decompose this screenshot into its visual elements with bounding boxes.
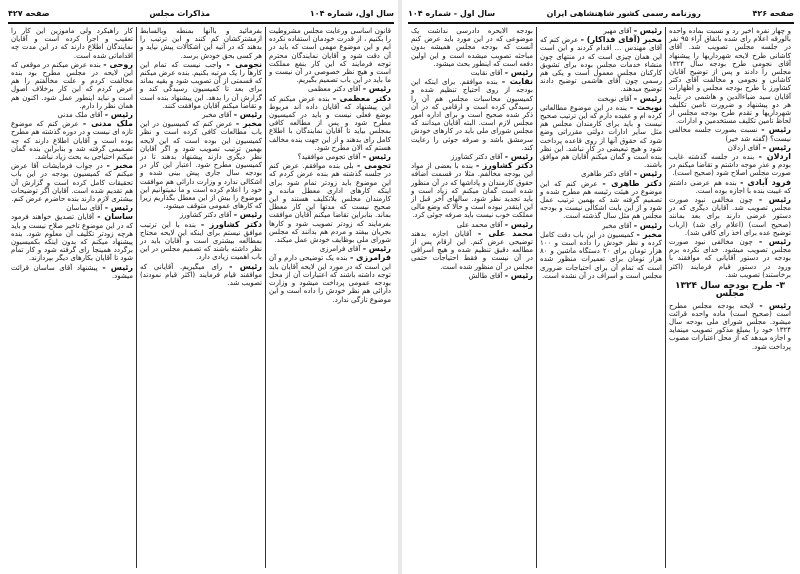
paragraph-text: بفرمائید و باآنها بمنطه وبالسابط ازمشترکشان کم کنند و این ترتیب را بدهند که در آتیه این اشکالات پیش نیاید و هر کسی بحق خودش برسد. — [140, 27, 262, 60]
paragraph — [11, 61, 133, 110]
paragraph — [669, 302, 791, 351]
paragraph — [540, 180, 662, 221]
paragraph-text: آقای دکتر کشاورز — [450, 153, 503, 162]
paragraph — [540, 27, 662, 35]
paragraph-text: در جواب فرمایشات آقا عرض میکنم که کمیسیون بودجه در این باب تحقیقات کامل کرده است و گزارش آن هم تقدیم شده است. آقایان اگر توضیحات بیشتری لازم دارند بنده حاضرم عرض کنم. — [11, 162, 133, 204]
paragraph — [411, 272, 533, 280]
paragraph-text: عرض کنم که کمیسیون در این باب مطالعات کافی کرده است و نظر کمیسیون این بوده است که این لایحه بهمین ترتیب تصویب شود و اگر آقایان نظر دیگری دارند پیشنهاد بدهند تا در کمیسیون مطرح شود. اعتبار این کار در بودجه سال جاری پیش بینی شده و اشکالی ندارد و وزارت دارائی هم موافقت خود را اعلام کرده است و ما نمیتوانیم این موضوع را بیش از این معطل بگذاریم زیرا که کارهای عمومی متوقف میشود. — [140, 120, 262, 211]
paragraph — [411, 162, 533, 219]
speaker-name: روحی - — [103, 59, 133, 69]
paragraph-text: آقای مهیر — [603, 27, 632, 35]
paragraph-text: بنده موافقم. برای اینکه این بودجه از روی احتیاج تنظیم شده و کمیسیون محاسبات مجلس هم آن را رسیدگی کرده است و ارقامی که در آن ذکر شده صحیح است و برای اداره امور مجلس لازم است. البته آقایان میدانند که مجلس شورای ملی باید در کارهای خودش سرمشق باشد و صرفه جوئی را رعایت کند. — [411, 78, 533, 152]
page-header — [408, 6, 794, 20]
speaker-name: دکتر طاهری - — [602, 178, 662, 188]
speaker-name: رئیس - — [102, 262, 133, 272]
speaker-name: رئیس - — [633, 93, 662, 103]
paragraph-text: و چهار نفره اخیر رد و نسبت بماده واحده بالورقه اعلام رای شده باتفاق آراء ۹۵ نفر در جلسه مجلس تصویب شد. آقای کاشانی طرح لایحه شهرداریها را پیشنهاد آقای نجومی طرح بودجه سال ۱۳۲۴ مجلس را دادند و پس از توضیح آقایان کاشانی و نجومی و مخالفت آقای دکتر کشاورز با طرح بودجه مجلس و اظهارات آقایان سید ضیاءالدین و هاشمی در تایید هر دو پیشنهاد و ضرورت تامین تکلیف شهرداریها و تقدم طرح بودجه مجلس از لحاظ تامین تکلیف مستخدمین و ادارات. — [669, 27, 792, 126]
speaker-name: رئیس - — [633, 27, 662, 35]
paragraph-text: آقای دکتر معظمی — [307, 85, 361, 94]
paragraph-text: عرض کنم که این موضوع در هیئت رئیسه هم مطرح شده و تصمیم گرفته شد که بهمین ترتیب عمل شود و از این بابت اشکالی نیست و بودجه مجلس هم مثل سال گذشته است. — [540, 179, 662, 221]
speaker-name: رئیس - — [504, 68, 533, 78]
paragraph-text: پیشنهاد آقای ساسان قرائت میشود. — [11, 263, 133, 280]
text-column — [8, 27, 136, 568]
speaker-name: رئیس - — [762, 142, 791, 152]
speaker-name: اردلان - — [758, 152, 792, 162]
speaker-name: نجومی - — [226, 59, 263, 69]
paragraph-text: چون مخالفی نبود صورت مجلس تصویب شد. آقایان دیگری که در دستور عرضی دارند برای بعد بمانند (صحیح است) (اعلام رای شد) (ارباب توضیح عده برای اخذ رای کافی شد). — [669, 196, 791, 237]
page-right — [402, 0, 800, 574]
paragraph-text: آقای اردلان — [727, 143, 761, 152]
text-columns — [8, 27, 394, 568]
paragraph-text: آقای ملک مدنی — [57, 111, 103, 120]
paragraph — [140, 211, 262, 219]
speaker-name: فرود آبادی - — [740, 177, 791, 187]
paragraph-text: بنده با بعضی از مواد این بودجه مخالفم. مثلا در قسمت اضافه حقوق کارمندان و پاداشها که در آن منظور شده است گمان میکنم که زیاد است و باید تجدید نظر شود. سالهای آخر قبل از این اینقدر نبوده است و حالا که وضع مالی مملکت خوب نیست باید صرفه جوئی کرد. — [411, 162, 533, 220]
paragraph-text: واجب نیست که تمام این کارها را یک مرتبه بکنیم. بنده عرض میکنم که قسمتی از آن تصویب شود و بقیه بماند برای بعد تا کمیسیون رسیدگی کند و گزارش آن را بدهد. این پیشنهاد بنده است و تقاضا میکنم آقایان موافقت کنند. — [140, 60, 262, 110]
paragraph-text: لایحه بودجه مجلس مطرح است (صحیح است) ماده واحده قرائت میشود. مجلس شورای ملی بودجه سال ۱۳۲۴ خود را بمبلغ مذکور تصویب مینماید و اجازه میدهد که از محل اعتبارات مصوب پرداخت شود. — [669, 301, 791, 351]
issue-number: سال اول - شماره ۱۰۴ — [408, 8, 496, 18]
paragraph-text: کار راهبکرد ولی ماموزین این کار را تعقیب و اجرا کرده است و آقایان نمایندگان اطلاع دارند که در این مدت چه اقداماتی شده است. — [11, 27, 133, 60]
paragraph — [140, 221, 262, 262]
paragraph-text: عرض کنم که موضوع تازه ای نیست و در دوره گذشته هم مطرح بوده است و آقایان اطلاع دارند که چه تصمیمی گرفته شد و بنابراین بنده گمان میکنم احتیاجی به بحث زیاد نباشد. — [11, 120, 133, 162]
paragraph-text: آقای نقابت — [470, 69, 503, 78]
text-column — [537, 27, 665, 568]
paragraph — [269, 254, 391, 303]
paragraph-text: آقای ساسان — [66, 204, 103, 213]
speaker-name: تجومی - — [356, 161, 392, 171]
paragraph-text: آقای تجومی موافقید؟ — [297, 153, 361, 162]
paragraph — [669, 196, 791, 237]
speaker-name: مخبر - — [235, 119, 262, 129]
paragraph — [669, 27, 791, 125]
speaker-name: رئیس - — [761, 125, 791, 135]
paragraph — [11, 162, 133, 203]
paragraph — [669, 126, 791, 142]
speaker-name: رئیس - — [633, 169, 662, 179]
speaker-name: رئیس - — [233, 110, 262, 120]
speaker-name: دکتر کشاورز - — [200, 219, 263, 229]
paragraph — [11, 120, 133, 161]
page-header — [8, 6, 394, 20]
paragraph — [540, 231, 662, 280]
speaker-name: رئیس - — [504, 152, 533, 162]
paragraph-text: بلی بنده موافقم. عرض کنم در جلسه گذشته هم بنده عرض کردم که این موضوع باید زودتر تمام شود برای اینکه کارهای اداری معطل مانده و کارمندان مجلس بلاتکلیف هستند و این صحیح نیست که مدتها این کار معطل بماند. بنابراین تقاضا میکنم آقایان موافقت بفرمایند که زودتر تصویب شود و کارها بجریان بیفتد و مردم هم بدانند که مجلس شورای ملی بوظایف خودش عمل میکند. — [269, 162, 391, 245]
paragraph — [669, 153, 791, 178]
text-column — [666, 27, 794, 568]
paragraph — [140, 263, 262, 288]
speaker-name: مخبر - — [636, 229, 662, 239]
speaker-name: رئیس - — [504, 219, 533, 229]
paragraph — [411, 221, 533, 229]
paragraph — [11, 213, 133, 262]
paragraph — [11, 111, 133, 119]
paragraph-text: بنده عرض میکنم که این پیشنهاد که آقایان داده اند مربوط بوضع فعلی نیست و باید در کمیسیون مطرح شود و پس از مطالعه کافی بمجلس بیاید تا آقایان نمایندگان با اطلاع کامل رای بدهند و از این جهت بنده مخالف هستم که الان مطرح شود. — [269, 94, 391, 152]
paragraph-text: آقای دکتر طاهری — [580, 170, 632, 179]
speaker-name: رئیس - — [362, 84, 391, 94]
paragraph-text: عرض کنم که آقای مهندس ... اقدام کردند و این است این همان چیزی است که در منتهای چون منشاء خدمات مجلس بوده برای تشویق کارکنان مجلس معمول است و یکی هم رسمی چون آقای هاشمی توضیح دادند توضیح میدهند. — [540, 36, 662, 94]
page-number: صفحه ۴۲۷ — [8, 8, 50, 18]
paragraph — [669, 144, 791, 152]
text-column — [408, 27, 536, 568]
paragraph — [411, 230, 533, 271]
paragraph — [269, 153, 391, 161]
paragraph-text: آقای مخبر — [202, 111, 232, 120]
paragraph-text: بودجه الابحره دادرسی نداشت یک موضوعی که در این مورد باید عرض کنم آنست که بودجه مجلس همیشه بدون مباحثه تصویب میشده است و این اولین دفعه است که اینطور بحث میشود. — [411, 27, 533, 68]
paragraph-text: آقایان تصدیق خواهند فرمود که در این موضوع تاخیر صلاح نیست و باید هرچه زودتر تکلیف آن معلوم شود. بنده پیشنهاد میکنم که بدون اینکه بکمیسیون برگردد همینجا رای گرفته شود و کار تمام شود تا آقایان بکارهای دیگر بپردازند. — [11, 213, 133, 263]
text-column — [266, 27, 394, 568]
speaker-name: رئیس - — [104, 110, 133, 120]
speaker-name: رئیس - — [233, 210, 262, 220]
speaker-name: فرامرزی - — [349, 253, 391, 263]
paragraph-text: بنده در این موضوع مطالعاتی کرده ام و عقیده دارم که این ترتیب صحیح نیست و باید برای کارمندان مجلس هم مثل سایر ادارات دولتی مقرراتی وضع شود که حقوق آنها از روی قاعده پرداخت شود و هیچ تبعیضی در کار نباشد. این نظر بنده است و گمان میکنم آقایان هم موافق باشند. — [540, 103, 662, 170]
section-heading: ۳- طرح بودجه سال ۱۳۲۴ مجلس — [675, 281, 785, 300]
paragraph — [269, 27, 391, 84]
publication-title: مذاکرات مجلس — [149, 8, 211, 18]
paragraph — [11, 204, 133, 212]
speaker-name: محمد علی - — [477, 228, 533, 238]
speaker-name: رئیس - — [759, 300, 791, 310]
paragraph — [140, 27, 262, 60]
paragraph — [140, 61, 262, 110]
paragraph — [11, 264, 133, 280]
speaker-name: رئیس - — [362, 152, 391, 162]
speaker-name: رئیس - — [362, 244, 391, 254]
paragraph — [411, 78, 533, 152]
paragraph-text: بنده یک توضیحی دارم و آن این است که در مورد این لایحه آقایان باید توجه داشته باشند که اعتبارات آن از محل بودجه عمومی پرداخت میشود و وزارت دارائی هم نظر خودش را داده است و این موضوع تازگی ندارد. — [269, 254, 391, 304]
paragraph-text: آقای مخبر — [602, 221, 632, 230]
paragraph-text: نسبت بصورت جلسه مخالفی نیست؟ (گفته شد خیر) — [669, 126, 791, 143]
paragraph-text: رای میگیریم. آقایانی که موافقند قیام فرمایند (اکثر قیام نمودند) تصویب شد. — [140, 262, 262, 288]
header-rule — [8, 22, 394, 24]
paragraph — [140, 111, 262, 119]
speaker-name: رئیس - — [633, 220, 662, 230]
speaker-name: مخبر (آقای فداکار) - — [580, 35, 662, 45]
paragraph — [11, 27, 133, 60]
paragraph-text: کمیسیون در این باب دقت کامل کرده و نظر خودش را داده است و ۱۰۰ هزار تومان برای ۲۰ دستگاه ماشین و ۸۰ هزار تومان برای تعمیرات منظور شده است که تمام آن برای احتیاجات ضروری مجلس است و اسراف در آن نشده است. — [540, 230, 662, 280]
paragraph — [669, 238, 791, 279]
speaker-name: رئیس - — [104, 203, 133, 213]
paragraph-text: بنده هم عرضی داشتم که غیبت بنده با اجازه بوده است. — [669, 178, 791, 195]
paragraph-text: آقای دکتر کشاورز — [179, 211, 232, 220]
paragraph — [411, 69, 533, 77]
paragraph — [540, 170, 662, 178]
speaker-name: دکتر کشاورز - — [475, 161, 533, 171]
speaker-name: نقابت - — [501, 77, 534, 87]
paragraph — [540, 36, 662, 93]
paragraph-text: بنده عرض میکنم در موقعی که این لایحه در مجلس مطرح بود بنده مخالفت کردم و علت مخالفتم را هم عرض کردم که این کار برخلاف اصول است و نباید اینطور عمل شود. اکنون هم همان نظر را دارم. — [11, 60, 133, 110]
paragraph — [540, 104, 662, 170]
speaker-name: مخبر - — [106, 161, 133, 171]
paragraph — [269, 162, 391, 244]
paragraph-text: بنده با این ترتیب موافق نیستم برای اینکه این لایحه محتاج بمطالعه بیشتری است و آقایان باید در نظر داشته باشند که تصمیم مجلس در این باب اهمیت زیادی دارد. — [140, 220, 262, 262]
page-number: صفحه ۴۲۶ — [752, 8, 794, 18]
paragraph-text: قانون اساسی ورعایت مجلس مشروطیت را بکنیم ، از قدرت خودمان استفاده نکرده ایم و این موضوع مهمی است که باید در آن دقت شود و آقایان نمایندگان محترم توجه فرمایند که این کار بنفع مملکت است و هیچ نظر خصوصی در آن نیست و ما باید در این باب تصمیم بگیریم. — [269, 27, 391, 85]
paragraph-text: آقایان اجازه بدهند توضیحی عرض کنم. این ارقام پس از مطالعه دقیق تنظیم شده و هیچ اسرافی در آن نیست و فقط احتیاجات حتمی مجلس در آن منظور شده است. — [411, 229, 533, 271]
paragraph-text: چون مخالفی نبود صورت مجلس تصویب میشود. خدای نکرده برم بودجه در دستور آقایانی که موافقند با ورود در دستور قیام فرمایند (اکثر برخاستند) تصویب شد. — [669, 238, 791, 279]
speaker-name: رئیس - — [504, 270, 533, 280]
paragraph-text: آقای محمد علی — [456, 220, 503, 229]
paragraph-text: آقای فرامرزی — [319, 245, 361, 254]
issue-number: سال اول، شماره ۱۰۴ — [309, 8, 394, 18]
paragraph — [540, 95, 662, 103]
speaker-name: ساسان - — [97, 212, 134, 222]
speaker-name: دکتر معظمی - — [332, 93, 391, 103]
text-columns — [408, 27, 794, 568]
text-column — [137, 27, 265, 568]
paragraph — [540, 222, 662, 230]
paragraph-text: آقای طالش — [468, 271, 503, 280]
paragraph — [669, 179, 791, 195]
paragraph — [411, 27, 533, 68]
paragraph-text: بنده در جلسه گذشته غایب بودم و عذر موجه داشتم و تقاضا میکنم در صورت مجلس اصلاح شود (صحیح است). — [669, 153, 791, 178]
header-rule — [408, 22, 794, 24]
paragraph — [140, 120, 262, 210]
paragraph — [411, 153, 533, 161]
speaker-name: رئیس - — [758, 237, 791, 247]
speaker-name: رئیس - — [758, 195, 791, 205]
speaker-name: نوبخت - — [629, 102, 662, 112]
paragraph — [269, 85, 391, 93]
speaker-name: ملک مدنی - — [82, 119, 133, 129]
publication-title: روزنامه رسمی کشور شاهنشاهی ایران — [546, 8, 701, 18]
paragraph-text: آقای نوبخت — [597, 94, 632, 103]
page-left — [2, 0, 400, 574]
paragraph — [269, 95, 391, 152]
paragraph — [269, 245, 391, 253]
speaker-name: رئیس - — [229, 261, 262, 271]
